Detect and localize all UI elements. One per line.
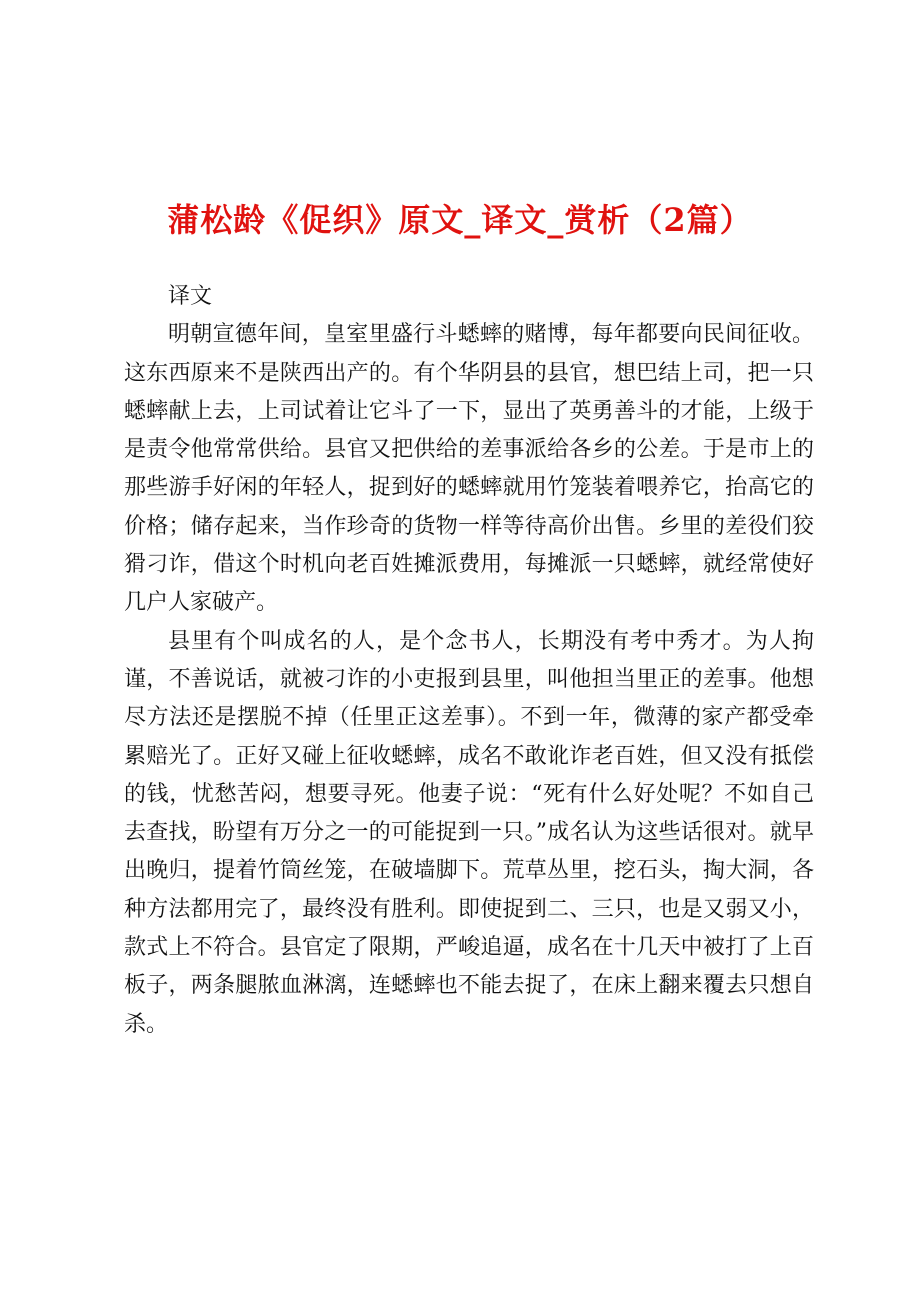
document-body bbox=[124, 278, 814, 1044]
section-label: 译文 bbox=[168, 284, 213, 309]
paragraph-1: 明朝宣德年间，皇室里盛行斗蟋蟀的赌博，每年都要向民间征收。这东西原来不是陕西出产的。有个华阴县的县官，想巴结上司，把一只蟋蟀献上去，上司试着让它斗了一下，显出了英勇善斗的才能，上级于是责令他常常供给。县官又把供给的差事派给各乡的公差。于是市上的那些游手好闲的年轻人，捉到好的蟋蟀就用竹笼装着喂养它，抬高它的价格；储存起来，当作珍奇的货物一样等待高价出售。乡里的差役们狡猾刁诈，借这个时机向老百姓摊派费用，每摊派一只蟋蟀，就经常使好几户人家破产。 bbox=[124, 322, 814, 616]
document-title: 蒲松龄《促织》原文_译文_赏析（2篇） bbox=[167, 201, 753, 239]
paragraph-2: 县里有个叫成名的人，是个念书人，长期没有考中秀才。为人拘谨，不善说话，就被刁诈的小吏报到县里，叫他担当里正的差事。他想尽方法还是摆脱不掉（任里正这差事）。不到一年，微薄的家产都受牵累赔光了。正好又碰上征收蟋蟀，成名不敢讹诈老百姓，但又没有抵偿的钱，忧愁苦闷，想要寻死。他妻子说：“死有什么好处呢？不如自己去查找，盼望有万分之一的可能捉到一只。”成名认为这些话很对。就早出晚归，提着竹筒丝笼，在破墙脚下。荒草丛里，挖石头，掏大洞，各种方法都用完了，最终没有胜利。即使捉到二、三只，也是又弱又小，款式上不符合。县官定了限期，严峻追逼，成名在十几天中被打了上百板子，两条腿脓血淋漓，连蟋蟀也不能去捉了，在床上翻来覆去只想自杀。 bbox=[124, 628, 814, 1037]
